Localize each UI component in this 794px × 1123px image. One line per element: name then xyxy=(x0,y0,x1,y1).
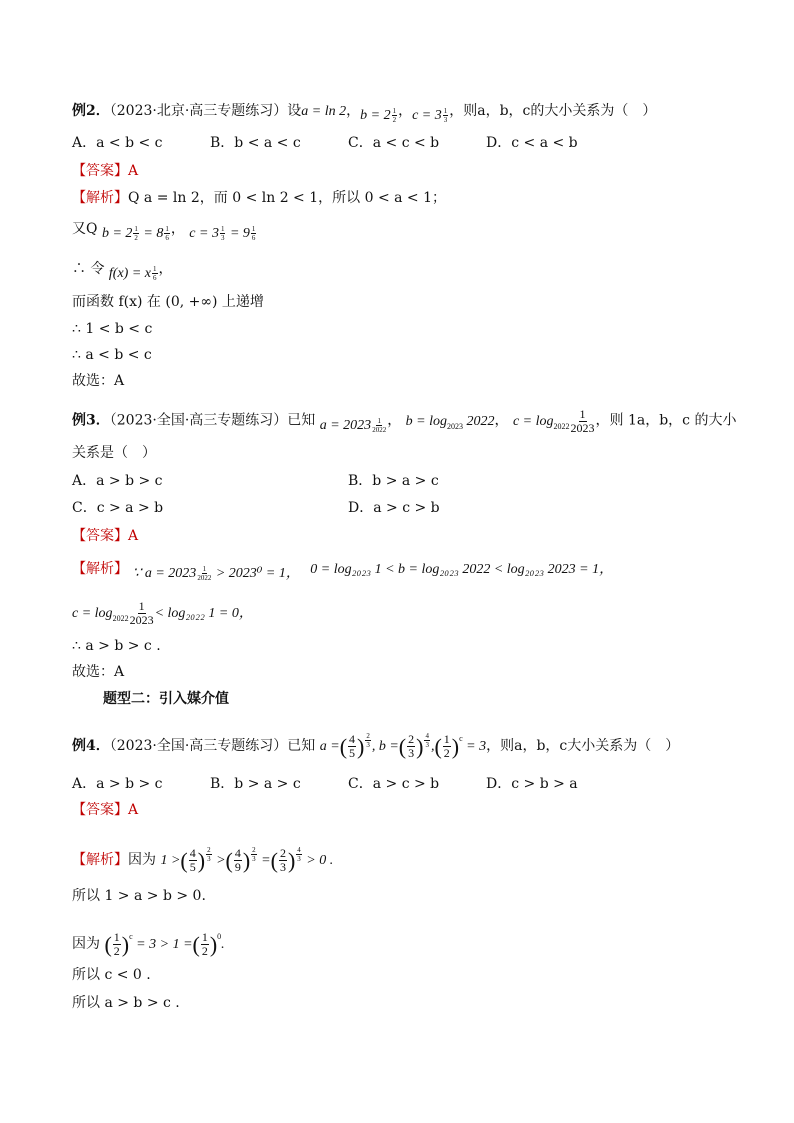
ex2-stem-pre: 设 xyxy=(287,103,302,119)
ex3-option-a: A．a > b > c xyxy=(72,473,163,489)
ex4-option-c: C．a > c > b xyxy=(348,776,440,792)
ex2-answer: 【答案】A xyxy=(72,163,139,179)
ex4-analysis-2: 所以 1 > a > b > 0. xyxy=(72,888,206,904)
ex4-analysis-4: 所以 c < 0 . xyxy=(72,967,151,983)
ex2-source: （2023·北京·高三专题练习） xyxy=(109,103,288,119)
ex4-source: （2023·全国·高三专题练习） xyxy=(109,738,288,754)
ex4-analysis-label: 【解析】 xyxy=(72,852,128,868)
ex2-choose: 故选：A xyxy=(72,373,125,389)
ex2-analysis-2: 又Q b = 2 $\frac{1}{2}$ = 8 $\frac{1}{6}$ ， c = 3 $\frac{1}{3}$ = 9 $\frac{1}{6}$ xyxy=(72,221,256,242)
ex2-stem: 例2．（2023·北京·高三专题练习）设a = ln 2，b = 2 $\frac{1}{2}$ ，c = 3 $\frac{1}{3}$ ，则a，b，c的大小关系为（ ） xyxy=(72,103,657,124)
ex2-b-expr: b = 2 $\frac{1}{2}$ xyxy=(360,107,397,124)
ex4-analysis-1: 【解析】因为 1 >( $\frac{4}{5}$ ) $\frac{2}{3}$ >( $\frac{4}{9}$ ) $\frac{2}{3}$ =( $\frac{2}{3}$ ) $\frac{4}{3}$ > 0 . xyxy=(72,846,334,875)
ex2-a-expr: a = ln 2 xyxy=(301,104,347,119)
ex4-option-a: A．a > b > c xyxy=(72,776,163,792)
ex4-stem: 例4．（2023·全国·高三专题练习）已知 a =( $\frac{4}{5}$ ) $\frac{2}{3}$ , b =( $\frac{2}{3}$ ) $\frac{4}{3}$ ,( $\frac{1}{2}$ )$^c$ = 3，则a，b，c大小关系为（ ） xyxy=(72,732,680,761)
ex4-answer: 【答案】A xyxy=(72,802,139,818)
ex4-analysis-5: 所以 a > b > c . xyxy=(72,995,180,1011)
ex2-analysis-4: 而函数 f(x) 在 (0, +∞) 上递增 xyxy=(72,294,264,310)
ex2-option-c: C．a < c < b xyxy=(348,135,440,151)
ex2-option-d: D．c < a < b xyxy=(486,135,578,151)
ex3-option-b: B．b > a > c xyxy=(348,473,439,489)
ex3-analysis-1: 【解析】 ∵ a = 2023 $\frac{1}{2022}$ > 2023⁰ = 1， 0 = log₂₀₂₃ 1 < b = log₂₀₂₃ 2022 < log₂₀₂₃ 2023 = 1， xyxy=(72,561,614,582)
ex3-analysis-label: 【解析】 xyxy=(72,561,128,577)
ex3-analysis-2: $c = \log_{2022}$ $\frac{1}{2023}$ < log₂₀₂₂ 1 = 0， xyxy=(72,599,253,627)
ex3-analysis-3: ∴ a > b > c . xyxy=(72,638,161,654)
ex4-option-d: D．c > b > a xyxy=(486,776,578,792)
ex3-option-c: C．c > a > b xyxy=(72,500,164,516)
ex2-c-expr: c = 3 $\frac{1}{3}$ xyxy=(412,107,448,124)
ex3-option-d: D．a > c > b xyxy=(348,500,440,516)
ex2-analysis-6: ∴ a < b < c xyxy=(72,347,152,363)
ex2-option-b: B．b < a < c xyxy=(210,135,301,151)
ex4-analysis-3: 因为 ( $\frac{1}{2}$ )$^c$ = 3 > 1 =( $\frac{1}{2}$ )$^0$. xyxy=(72,930,225,959)
ex2-analysis-5: ∴ 1 < b < c xyxy=(72,321,153,337)
ex2-label: 例2． xyxy=(72,103,110,119)
ex2-analysis-3: ∴ 令 f(x) = x $\frac{1}{6}$ ， xyxy=(72,261,173,282)
ex2-analysis-1: 【解析】Q a = ln 2，而 0 < ln 2 < 1，所以 0 < a < 1； xyxy=(72,190,447,206)
ex3-answer: 【答案】A xyxy=(72,528,139,544)
ex3-choose: 故选：A xyxy=(72,664,125,680)
ex2-analysis-label: 【解析】 xyxy=(72,190,128,206)
ex3-stem: 例3．（2023·全国·高三专题练习）已知 a = 2023 $\frac{1}{2022}$ ， $b = \log_{2023} 2022$， $c = \log_{2022}$ $\frac{1}{2023}$ ，则 1a，b，c 的大小 xyxy=(72,407,737,435)
ex4-option-b: B．b > a > c xyxy=(210,776,301,792)
ex3-source: （2023·全国·高三专题练习） xyxy=(109,412,288,429)
section-title: 题型二：引入媒介值 xyxy=(103,691,229,707)
ex3-stem-line2: 关系是（ ） xyxy=(72,445,156,461)
ex4-label: 例4． xyxy=(72,738,110,754)
ex2-option-a: A．a < b < c xyxy=(72,135,163,151)
ex2-stem-post: ，则a，b，c的大小关系为（ ） xyxy=(449,103,657,119)
ex3-label: 例3． xyxy=(72,412,110,429)
